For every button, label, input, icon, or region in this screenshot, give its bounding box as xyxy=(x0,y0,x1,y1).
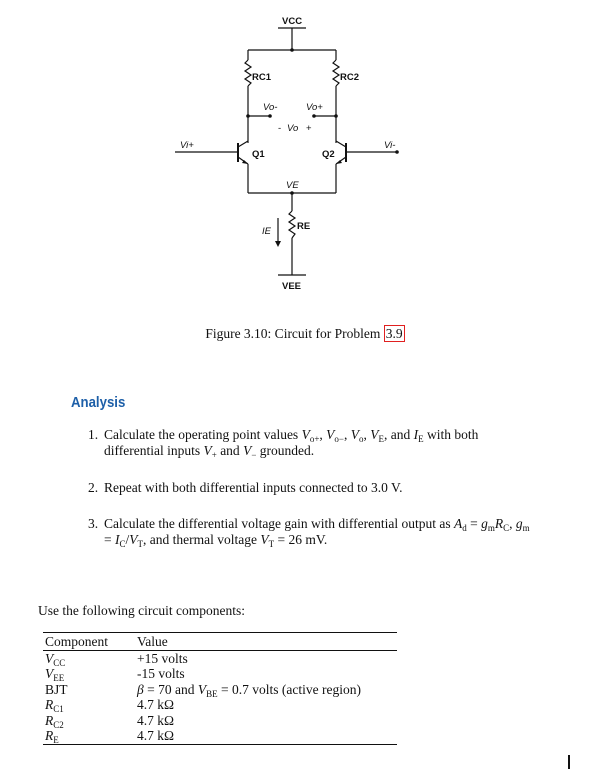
text-segment: = xyxy=(104,532,115,547)
text-cursor xyxy=(568,755,570,769)
q2-label: Q2 xyxy=(322,149,335,160)
text-segment: = xyxy=(466,516,482,531)
text-segment: 4.7 kΩ xyxy=(137,712,175,728)
text-segment: 4.7 kΩ xyxy=(137,697,175,712)
value-cell xyxy=(135,713,397,729)
text-segment: V xyxy=(326,427,335,442)
item-number: 3. xyxy=(88,516,99,531)
vcc-label: VCC xyxy=(282,16,303,27)
list-item xyxy=(88,427,538,459)
rc2-label: RC2 xyxy=(340,72,360,83)
subscript: C2 xyxy=(53,719,64,730)
item-text xyxy=(104,516,538,548)
text-segment: -15 volts xyxy=(137,666,185,681)
component-cell xyxy=(43,728,135,744)
text-segment: I xyxy=(115,532,120,547)
subscript: C xyxy=(119,539,126,549)
table-row xyxy=(43,666,397,682)
text-segment: V xyxy=(203,443,212,458)
component-cell xyxy=(43,666,135,682)
list-item xyxy=(88,480,538,496)
text-segment: g xyxy=(481,516,488,531)
text-segment: V xyxy=(243,443,252,458)
subscript: o+ xyxy=(309,434,320,444)
subscript: m xyxy=(487,523,495,533)
differential-amplifier-circuit xyxy=(0,0,610,300)
component-cell xyxy=(43,713,135,729)
subscript: T xyxy=(268,539,275,549)
subscript: C xyxy=(503,523,510,533)
re-resistor xyxy=(289,211,295,238)
text-segment: V xyxy=(129,532,138,547)
subscript: BE xyxy=(206,688,218,699)
text-segment: Calculate the operating point values xyxy=(104,427,302,442)
text-segment: V xyxy=(370,427,379,442)
q1-label: Q1 xyxy=(252,149,265,160)
text-segment: V xyxy=(260,532,269,547)
text-segment: V xyxy=(301,427,310,442)
value-cell xyxy=(135,728,397,744)
text-segment: Repeat with both differential inputs connected to 3.0 V. xyxy=(104,480,403,495)
text-segment: Calculate the differential voltage gain with differential output as xyxy=(104,516,455,531)
list-item xyxy=(88,516,538,548)
subscript: E xyxy=(378,434,384,444)
subscript: E xyxy=(53,735,59,745)
text-segment: A xyxy=(454,516,463,531)
vee-label: VEE xyxy=(282,281,302,292)
vo-label: Vo xyxy=(287,123,299,134)
table-row xyxy=(43,650,397,666)
header-value: Value xyxy=(135,633,397,651)
value-cell xyxy=(135,697,397,713)
subscript: E xyxy=(418,434,424,444)
vi-plus-label: Vi+ xyxy=(180,140,194,151)
item-number: 2. xyxy=(88,480,99,495)
text-segment: I xyxy=(413,427,419,442)
text-segment: V xyxy=(350,427,359,442)
vo-plus-label: Vo+ xyxy=(306,102,323,113)
component-cell xyxy=(43,650,135,666)
ve-label: VE xyxy=(286,180,299,191)
text-segment: R xyxy=(45,728,54,743)
rc1-resistor xyxy=(245,60,251,86)
value-cell xyxy=(135,650,397,666)
text-segment: V xyxy=(197,681,207,697)
value-cell xyxy=(135,666,397,682)
subscript: m xyxy=(522,523,530,533)
table-row xyxy=(43,697,397,713)
subscript: o− xyxy=(334,434,344,444)
item-number: 1. xyxy=(88,427,99,442)
text-segment: , xyxy=(343,427,351,442)
subscript: CC xyxy=(53,657,66,668)
vo-minus-sign: - xyxy=(278,123,282,134)
table-row xyxy=(43,713,397,729)
text-segment: V xyxy=(45,650,54,666)
subscript: C1 xyxy=(53,704,64,714)
ie-label: IE xyxy=(262,226,271,237)
problem-ref-link[interactable]: 3.9 xyxy=(385,326,403,341)
header-component: Component xyxy=(43,633,135,651)
vo-minus-label: Vo- xyxy=(263,102,278,113)
component-cell xyxy=(43,697,135,713)
section-heading: Analysis xyxy=(71,394,126,411)
text-segment: +15 volts xyxy=(137,650,188,666)
value-cell xyxy=(135,682,397,698)
text-segment: g xyxy=(515,516,523,531)
text-segment: R xyxy=(494,516,504,531)
components-intro: Use the following circuit components: xyxy=(38,603,245,618)
text-segment: / xyxy=(125,532,130,547)
rc2-resistor xyxy=(333,60,339,86)
text-segment: V xyxy=(45,666,54,681)
subscript: d xyxy=(462,523,467,533)
text-segment: = 26 mV. xyxy=(274,532,328,547)
text-segment: with both differential inputs xyxy=(104,427,479,458)
text-segment: 4.7 kΩ xyxy=(137,728,175,743)
table-row xyxy=(43,728,397,744)
text-segment: = 70 and xyxy=(143,681,198,697)
text-segment: grounded. xyxy=(256,443,315,458)
item-text xyxy=(104,427,538,459)
component-cell xyxy=(43,682,135,698)
text-segment: , xyxy=(509,516,516,531)
text-segment: , and thermal voltage xyxy=(143,532,261,547)
text-segment: R xyxy=(45,712,54,728)
text-segment: and xyxy=(216,443,244,458)
text-segment: β xyxy=(137,681,144,697)
text-segment: , xyxy=(319,427,327,442)
subscript: + xyxy=(211,450,217,460)
subscript: EE xyxy=(53,673,65,683)
caption-text: Figure 3.10: Circuit for Problem xyxy=(205,326,384,341)
rc1-label: RC1 xyxy=(252,72,272,83)
text-segment: = 0.7 volts (active region) xyxy=(217,681,361,697)
re-label: RE xyxy=(297,221,311,232)
subscript: o xyxy=(358,434,364,444)
vo-plus-sign: + xyxy=(306,123,312,134)
subscript: − xyxy=(251,450,257,460)
figure-caption xyxy=(0,326,610,342)
subscript: T xyxy=(137,539,144,549)
components-table xyxy=(43,632,397,745)
text-segment: R xyxy=(45,697,54,712)
text-segment: BJT xyxy=(45,681,68,697)
vi-minus-label: Vi- xyxy=(384,140,396,151)
text-segment: , and xyxy=(383,427,414,442)
text-segment: , xyxy=(363,427,371,442)
item-text xyxy=(104,480,538,496)
table-row xyxy=(43,682,397,698)
